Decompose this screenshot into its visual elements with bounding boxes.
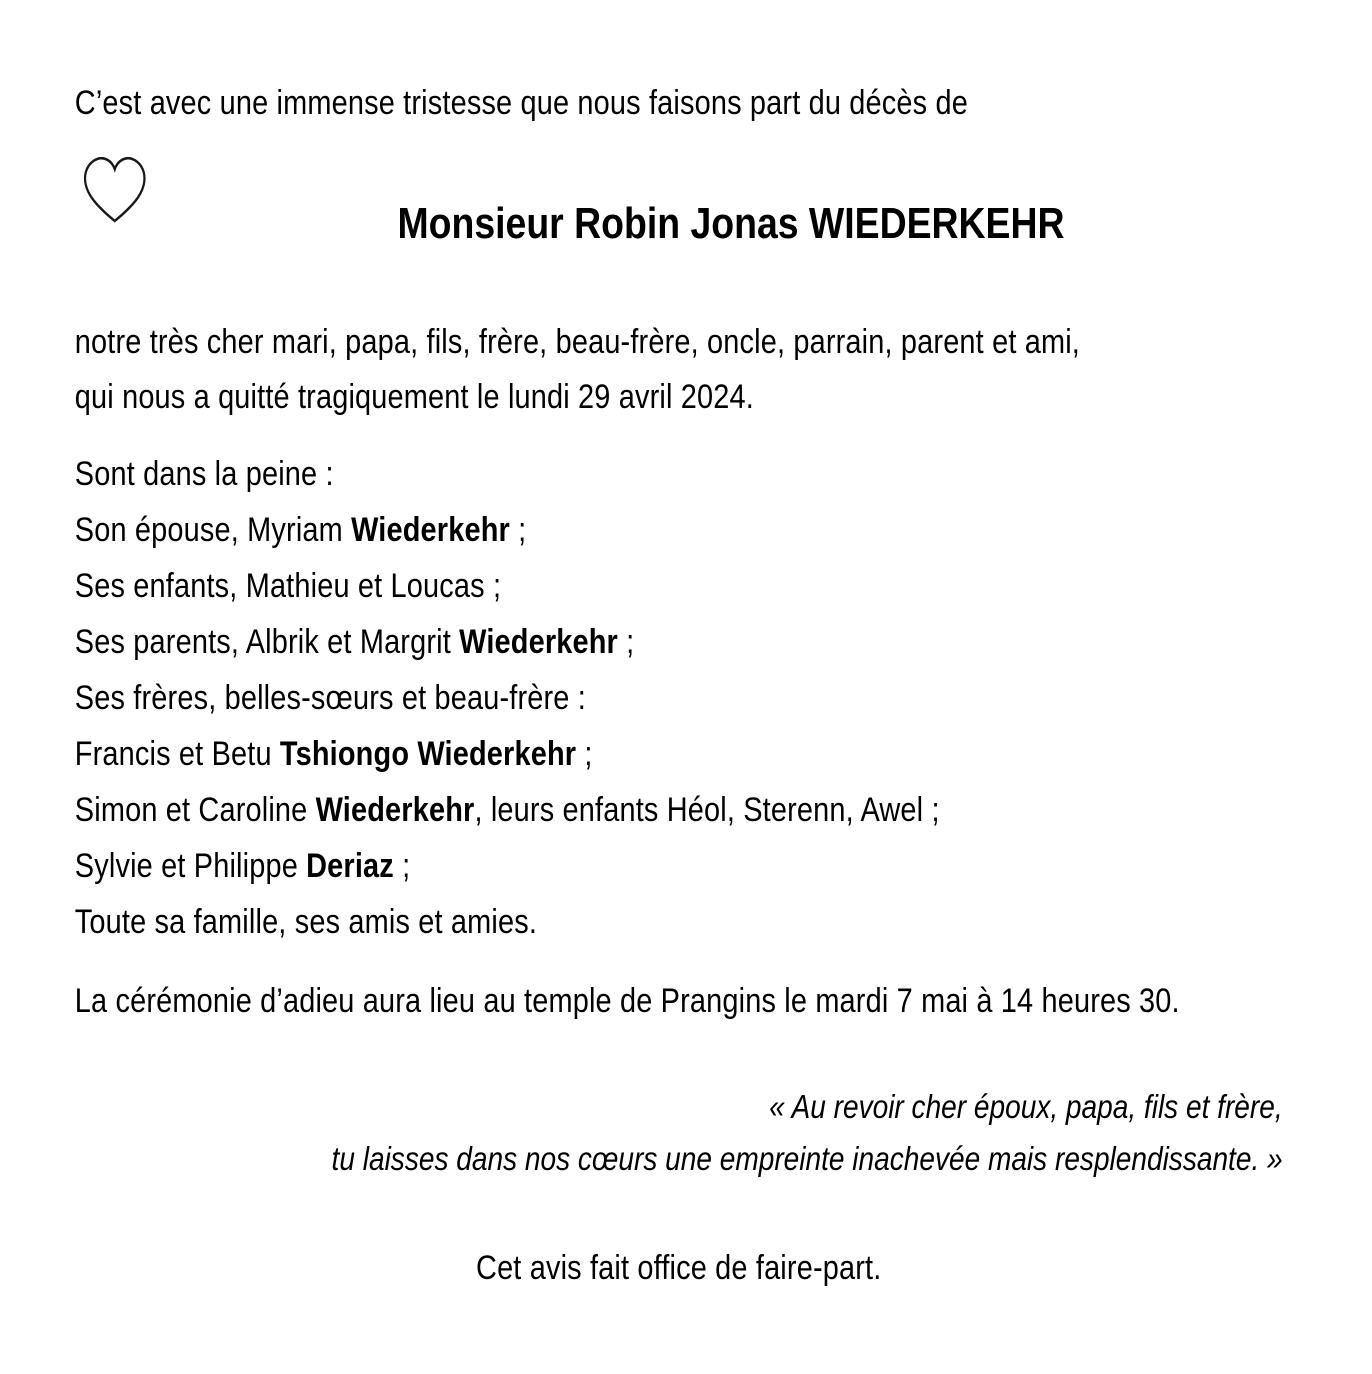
mourners-list xyxy=(75,446,940,950)
footer-note: Cet avis fait office de faire-part. xyxy=(476,1249,882,1287)
tribute-line-2: qui nous a quitté tragiquement le lundi 29 avril 2024. xyxy=(74,378,754,416)
memorial-quote-line-1: « Au revoir cher époux, papa, fils et frère, xyxy=(769,1088,1283,1125)
mourner-line: Son épouse, Myriam Wiederkehr ; xyxy=(74,511,527,549)
ceremony-info: La cérémonie d’adieu aura lieu au temple de Prangins le mardi 7 mai à 14 heures 30. xyxy=(74,982,1180,1020)
mourner-line: Francis et Betu Tshiongo Wiederkehr ; xyxy=(74,735,593,773)
mourner-line: Sont dans la peine : xyxy=(74,455,334,493)
tribute-line-1: notre très cher mari, papa, fils, frère, beau-frère, oncle, parrain, parent et ami, xyxy=(74,323,1080,361)
mourner-line: Simon et Caroline Wiederkehr, leurs enfants Héol, Sterenn, Awel ; xyxy=(74,791,940,829)
mourner-line: Sylvie et Philippe Deriaz ; xyxy=(74,847,411,885)
memorial-quote xyxy=(75,1081,1283,1185)
deceased-name: Monsieur Robin Jonas WIEDERKEHR xyxy=(397,199,1065,248)
mourner-line: Ses parents, Albrik et Margrit Wiederkehr ; xyxy=(74,623,635,661)
memorial-quote-line-2: tu laisses dans nos cœurs une empreinte inachevée mais resplendissante. » xyxy=(331,1140,1283,1177)
mourner-line: Ses frères, belles-sœurs et beau-frère : xyxy=(74,679,586,717)
intro-text: C’est avec une immense tristesse que nous faisons part du décès de xyxy=(74,84,968,122)
mourner-line: Ses enfants, Mathieu et Loucas ; xyxy=(74,567,502,605)
mourner-line: Toute sa famille, ses amis et amies. xyxy=(74,903,538,941)
